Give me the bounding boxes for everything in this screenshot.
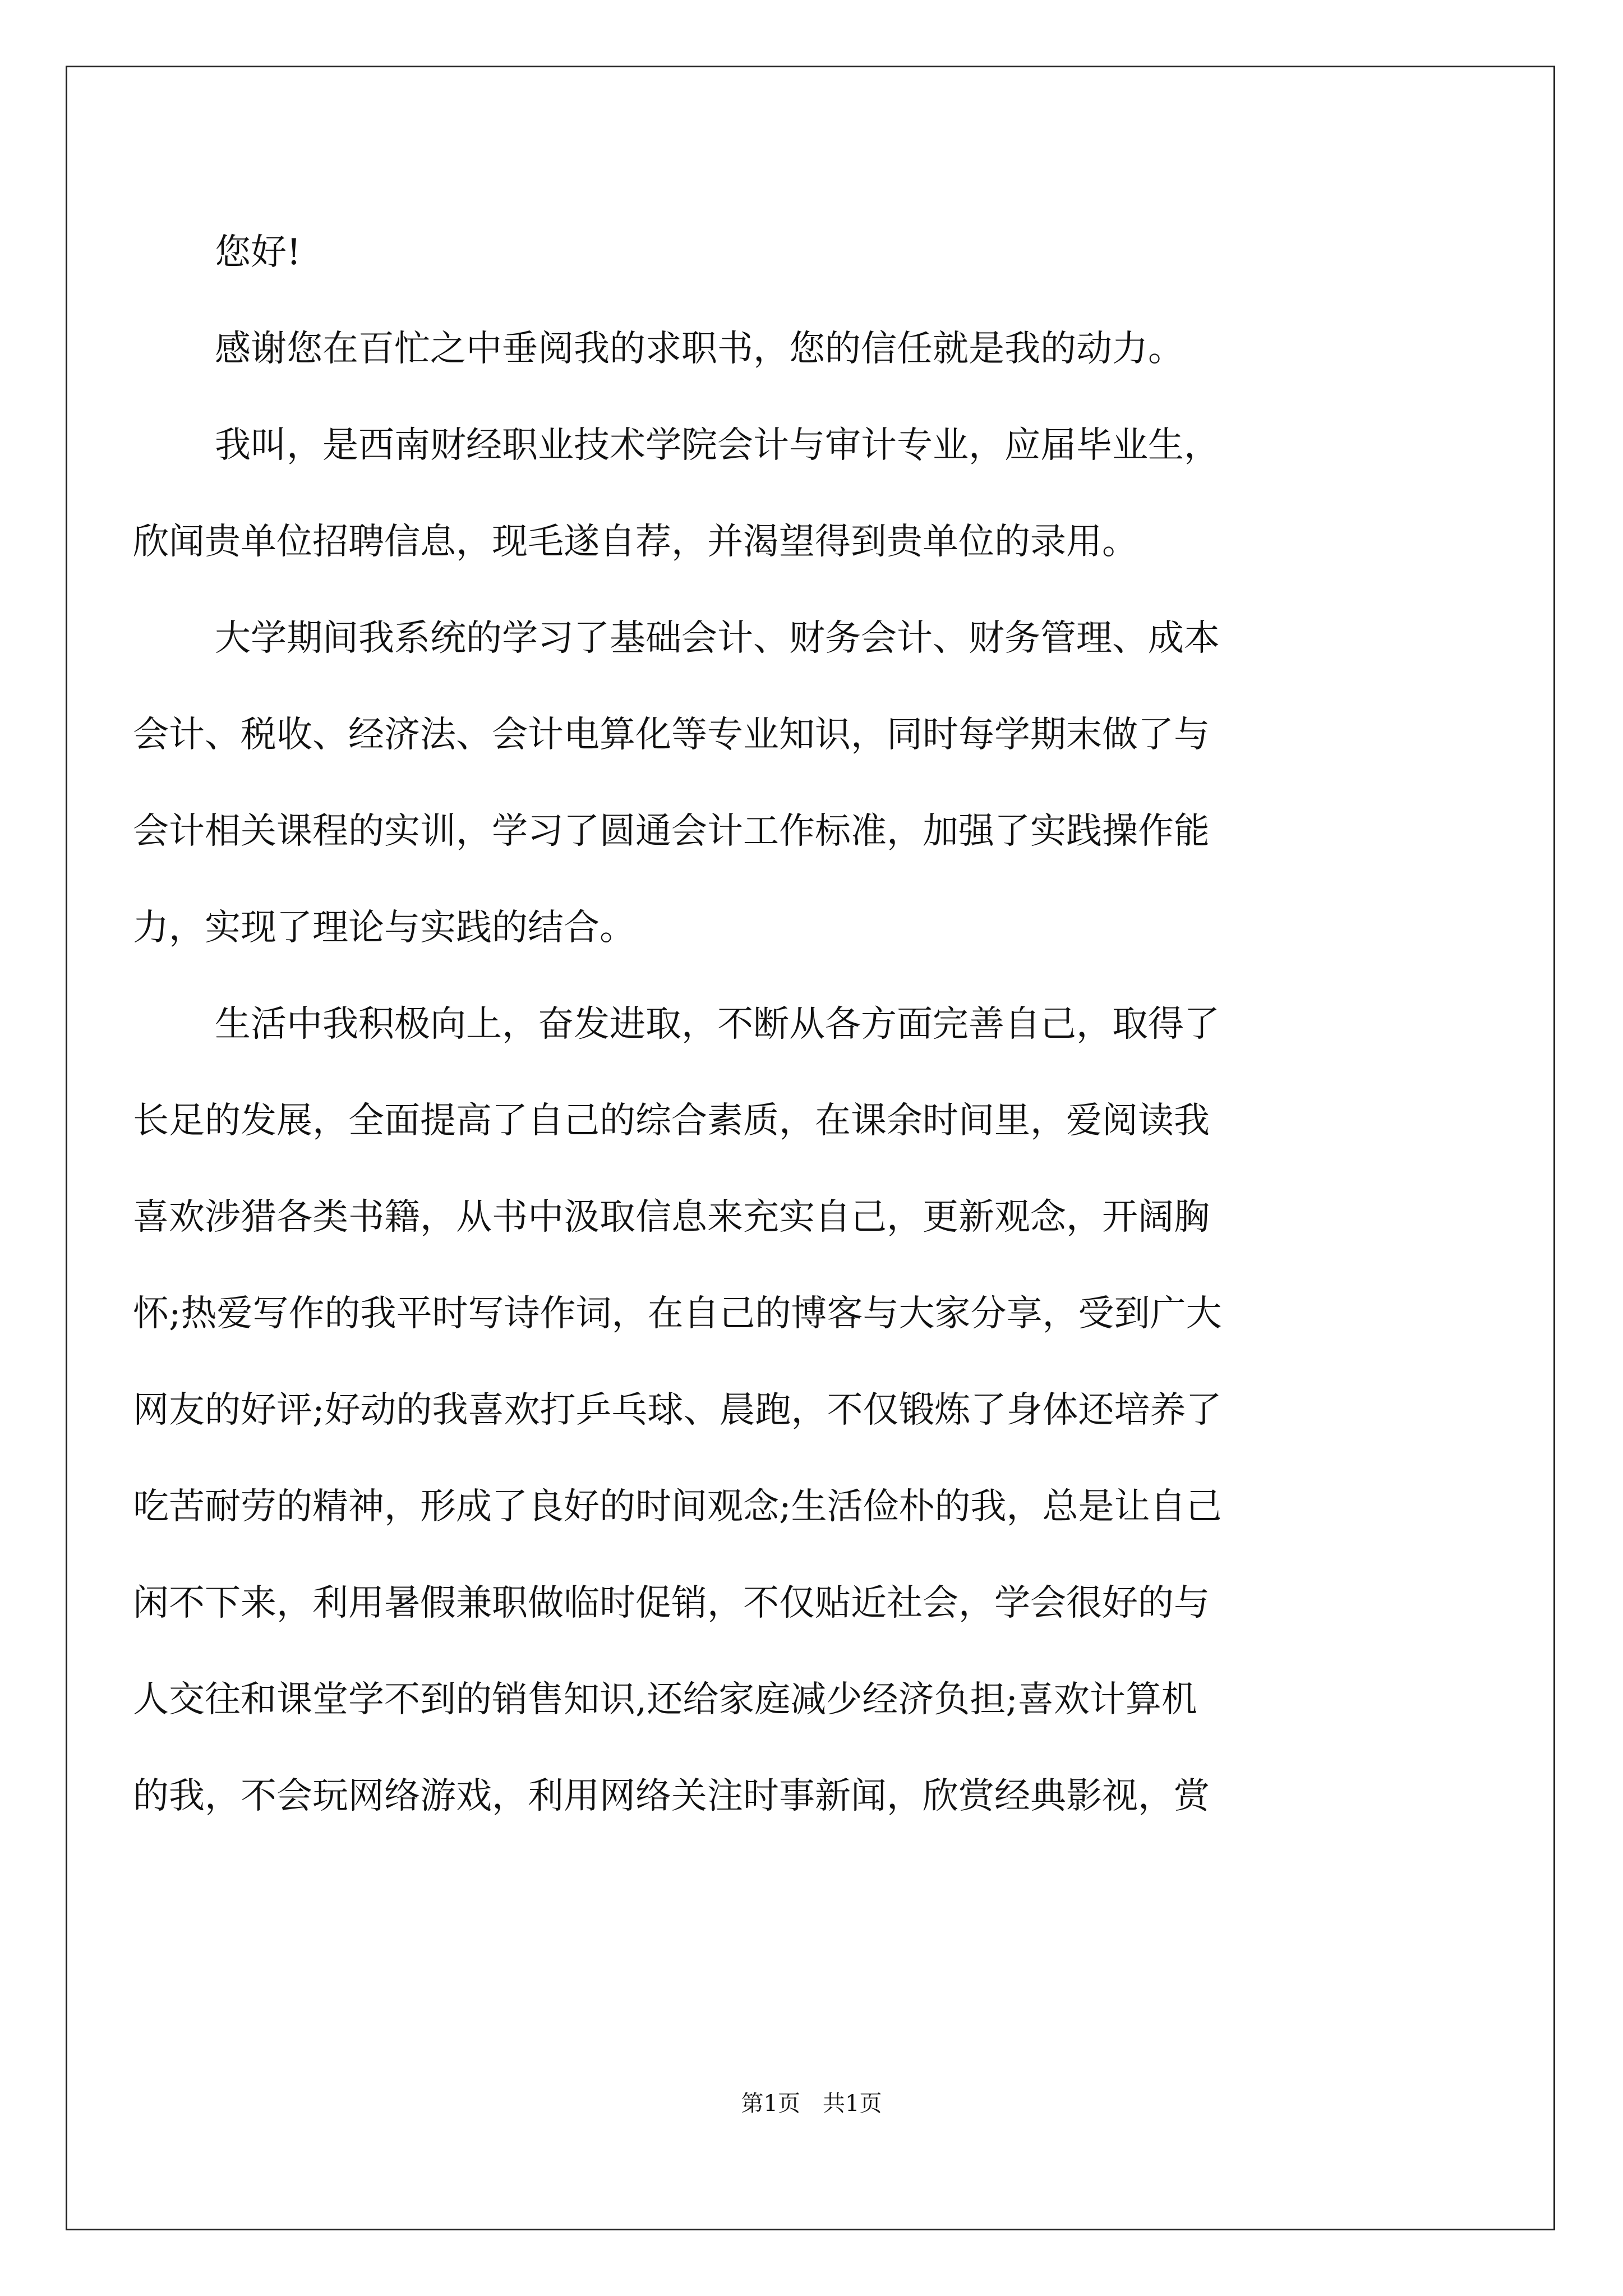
paragraph-line: 长足的发展，全面提高了自己的综合素质，在课余时间里，爱阅读我	[133, 1100, 1210, 1142]
paragraph-line: 人交往和课堂学不到的销售知识,还给家庭减少经济负担;喜欢计算机	[133, 1679, 1197, 1720]
paragraph-line: 吃苦耐劳的精神，形成了良好的时间观念;生活俭朴的我，总是让自己	[133, 1486, 1222, 1527]
paragraph-line: 会计、税收、经济法、会计电算化等专业知识，同时每学期末做了与	[133, 714, 1210, 756]
paragraph-line: 的我，不会玩网络游戏，利用网络关注时事新闻，欣赏经典影视，赏	[133, 1775, 1210, 1817]
paragraph-line: 喜欢涉猎各类书籍，从书中汲取信息来充实自己，更新观念，开阔胸	[133, 1197, 1210, 1238]
paragraph-line: 闲不下来，利用暑假兼职做临时促销，不仅贴近社会，学会很好的与	[133, 1582, 1210, 1624]
paragraph-line: 大学期间我系统的学习了基础会计、财务会计、财务管理、成本	[215, 618, 1220, 659]
page-number-footer: 第1页 共1页	[741, 2091, 882, 2116]
paragraph-line: 力，实现了理论与实践的结合。	[133, 907, 635, 949]
paragraph-line: 我叫，是西南财经职业技术学院会计与审计专业，应届毕业生，	[215, 425, 1220, 466]
greeting: 您好!	[215, 232, 301, 273]
paragraph-line: 怀;热爱写作的我平时写诗作词，在自己的博客与大家分享，受到广大	[133, 1293, 1222, 1335]
paragraph-line: 网友的好评;好动的我喜欢打乒乓球、晨跑，不仅锻炼了身体还培养了	[133, 1389, 1222, 1431]
paragraph-line: 会计相关课程的实训，学习了圆通会计工作标准，加强了实践操作能	[133, 811, 1210, 852]
paragraph-line: 生活中我积极向上，奋发进取，不断从各方面完善自己，取得了	[215, 1004, 1220, 1045]
paragraph-line: 欣闻贵单位招聘信息，现毛遂自荐，并渴望得到贵单位的录用。	[133, 521, 1138, 563]
paragraph-line: 感谢您在百忙之中垂阅我的求职书，您的信任就是我的动力。	[215, 328, 1184, 370]
